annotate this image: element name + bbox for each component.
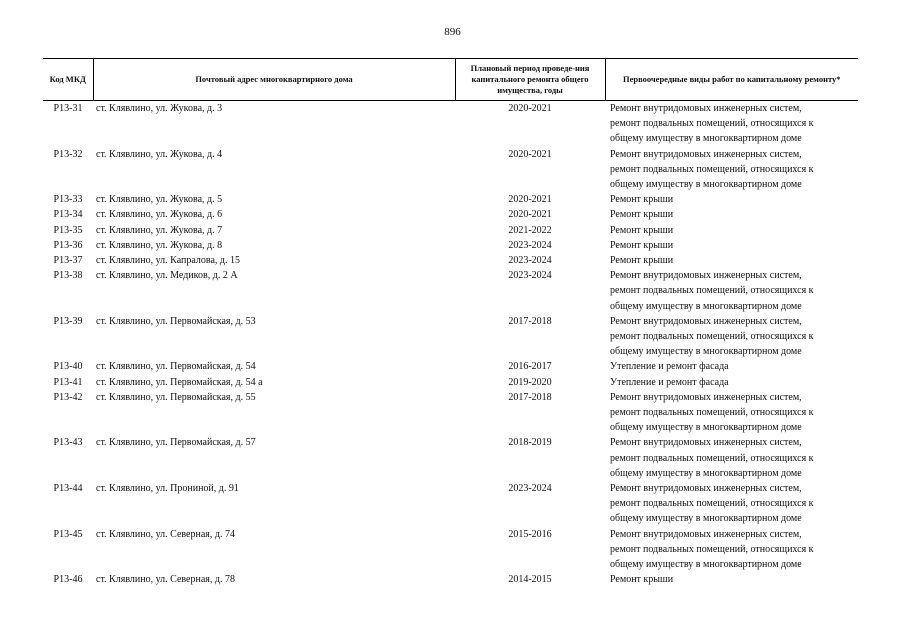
works-line: Ремонт внутридомовых инженерных систем,	[610, 148, 802, 160]
works-line: общему имуществу в многоквартирном доме	[610, 300, 802, 312]
works-line: Ремонт крыши	[610, 224, 674, 236]
table-row	[43, 390, 858, 436]
row-works	[605, 207, 858, 222]
works-line: Ремонт внутридомовых инженерных систем,	[610, 103, 802, 114]
row-works	[605, 268, 858, 314]
table-row	[43, 359, 858, 374]
row-address: ст. Клявлино, ул. Капралова, д. 15	[96, 255, 240, 267]
row-address: ст. Клявлино, ул. Северная, д. 74	[96, 528, 235, 540]
row-code: Р13-31	[53, 103, 83, 114]
row-period: 2017-2018	[508, 315, 552, 327]
works-line: Ремонт внутридомовых инженерных систем,	[610, 437, 802, 449]
header-period: Плановый период проведе-ния капитального ремонта общего имущества, годы	[455, 59, 605, 101]
row-code: Р13-32	[53, 148, 83, 160]
row-works	[605, 375, 858, 390]
row-code: Р13-36	[53, 239, 83, 251]
row-period: 2014-2015	[508, 574, 552, 586]
row-period: 2017-2018	[508, 391, 552, 403]
works-line: ремонт подвальных помещений, относящихся к	[610, 407, 814, 419]
row-period: 2020-2021	[508, 194, 552, 206]
works-line: общему имуществу в многоквартирном доме	[610, 346, 802, 358]
table-row	[43, 147, 858, 193]
row-works	[605, 192, 858, 207]
row-address: ст. Клявлино, ул. Северная, д. 78	[96, 574, 235, 586]
row-works	[605, 390, 858, 436]
works-line: общему имуществу в многоквартирном доме	[610, 133, 802, 145]
row-period: 2018-2019	[508, 437, 552, 449]
row-code: Р13-40	[53, 361, 83, 373]
row-code: Р13-46	[53, 574, 83, 586]
row-address: ст. Клявлино, ул. Первомайская, д. 55	[96, 391, 256, 403]
works-line: Ремонт крыши	[610, 255, 674, 267]
table-row	[43, 572, 858, 587]
row-address: ст. Клявлино, ул. Первомайская, д. 54	[96, 361, 256, 373]
row-works	[605, 223, 858, 238]
row-address: ст. Клявлино, ул. Жукова, д. 6	[96, 209, 223, 221]
row-works	[605, 435, 858, 481]
row-period: 2016-2017	[508, 361, 552, 373]
row-period: 2015-2016	[508, 528, 552, 540]
row-address: ст. Клявлино, ул. Жукова, д. 5	[96, 194, 223, 206]
row-works	[605, 314, 858, 360]
row-works	[605, 101, 858, 147]
table-row	[43, 101, 858, 147]
table-row	[43, 207, 858, 222]
row-period: 2020-2021	[508, 103, 552, 114]
row-period: 2023-2024	[508, 239, 552, 251]
works-line: общему имуществу в многоквартирном доме	[610, 559, 802, 571]
works-line: ремонт подвальных помещений, относящихся к	[610, 331, 814, 343]
row-works	[605, 527, 858, 573]
page-number: 896	[444, 26, 461, 38]
table-row	[43, 481, 858, 527]
row-code: Р13-42	[53, 391, 83, 403]
table-row	[43, 192, 858, 207]
works-line: ремонт подвальных помещений, относящихся к	[610, 118, 814, 130]
row-works	[605, 253, 858, 268]
row-address: ст. Клявлино, ул. Жукова, д. 4	[96, 148, 223, 160]
works-line: ремонт подвальных помещений, относящихся к	[610, 498, 814, 510]
row-period: 2023-2024	[508, 483, 552, 495]
works-line: ремонт подвальных помещений, относящихся к	[610, 285, 814, 297]
row-address: ст. Клявлино, ул. Первомайская, д. 53	[96, 315, 256, 327]
row-address: ст. Клявлино, ул. Медиков, д. 2 А	[96, 270, 238, 282]
table-row	[43, 527, 858, 573]
row-code: Р13-39	[53, 315, 83, 327]
works-line: общему имуществу в многоквартирном доме	[610, 513, 802, 525]
repair-plan-table	[43, 58, 858, 588]
row-address: ст. Клявлино, ул. Первомайская, д. 54 а	[96, 376, 263, 388]
table-row	[43, 435, 858, 481]
row-code: Р13-44	[53, 483, 83, 495]
table-row	[43, 223, 858, 238]
works-line: Ремонт крыши	[610, 194, 674, 206]
header-address: Почтовый адрес многоквартирного дома	[93, 59, 455, 101]
row-period: 2020-2021	[508, 209, 552, 221]
table-row	[43, 314, 858, 360]
works-line: Ремонт внутридомовых инженерных систем,	[610, 528, 802, 540]
table-header	[43, 59, 858, 101]
row-code: Р13-35	[53, 224, 83, 236]
works-line: Ремонт внутридомовых инженерных систем,	[610, 391, 802, 403]
row-code: Р13-34	[53, 209, 83, 221]
row-address: ст. Клявлино, ул. Жукова, д. 7	[96, 224, 223, 236]
table-body	[43, 101, 858, 588]
works-line: общему имуществу в многоквартирном доме	[610, 467, 802, 479]
table-row	[43, 375, 858, 390]
row-code: Р13-41	[53, 376, 83, 388]
row-code: Р13-33	[53, 194, 83, 206]
works-line: Ремонт внутридомовых инженерных систем,	[610, 270, 802, 282]
row-address: ст. Клявлино, ул. Прониной, д. 91	[96, 483, 239, 495]
row-address: ст. Клявлино, ул. Жукова, д. 3	[96, 103, 223, 114]
row-code: Р13-45	[53, 528, 83, 540]
header-code: Код МКД	[43, 59, 93, 101]
row-works	[605, 481, 858, 527]
works-line: Ремонт внутридомовых инженерных систем,	[610, 315, 802, 327]
works-line: Ремонт крыши	[610, 239, 674, 251]
row-period: 2019-2020	[508, 376, 552, 388]
row-code: Р13-43	[53, 437, 83, 449]
works-line: Утепление и ремонт фасада	[610, 361, 729, 373]
row-works	[605, 572, 858, 587]
row-works	[605, 359, 858, 374]
table-row	[43, 268, 858, 314]
works-line: ремонт подвальных помещений, относящихся к	[610, 163, 814, 175]
row-period: 2023-2024	[508, 255, 552, 267]
works-line: Ремонт крыши	[610, 209, 674, 221]
row-period: 2020-2021	[508, 148, 552, 160]
works-line: общему имуществу в многоквартирном доме	[610, 179, 802, 191]
header-works: Первоочередные виды работ по капитальному ремонту*	[605, 59, 858, 101]
table-row	[43, 238, 858, 253]
row-works	[605, 238, 858, 253]
row-works	[605, 147, 858, 193]
works-line: Ремонт крыши	[610, 574, 674, 586]
works-line: Ремонт внутридомовых инженерных систем,	[610, 483, 802, 495]
works-line: ремонт подвальных помещений, относящихся к	[610, 543, 814, 555]
works-line: ремонт подвальных помещений, относящихся к	[610, 452, 814, 464]
works-line: общему имуществу в многоквартирном доме	[610, 422, 802, 434]
works-line: Утепление и ремонт фасада	[610, 376, 729, 388]
row-address: ст. Клявлино, ул. Первомайская, д. 57	[96, 437, 256, 449]
row-address: ст. Клявлино, ул. Жукова, д. 8	[96, 239, 223, 251]
row-period: 2021-2022	[508, 224, 552, 236]
row-code: Р13-37	[53, 255, 83, 267]
table-row	[43, 253, 858, 268]
row-code: Р13-38	[53, 270, 83, 282]
row-period: 2023-2024	[508, 270, 552, 282]
